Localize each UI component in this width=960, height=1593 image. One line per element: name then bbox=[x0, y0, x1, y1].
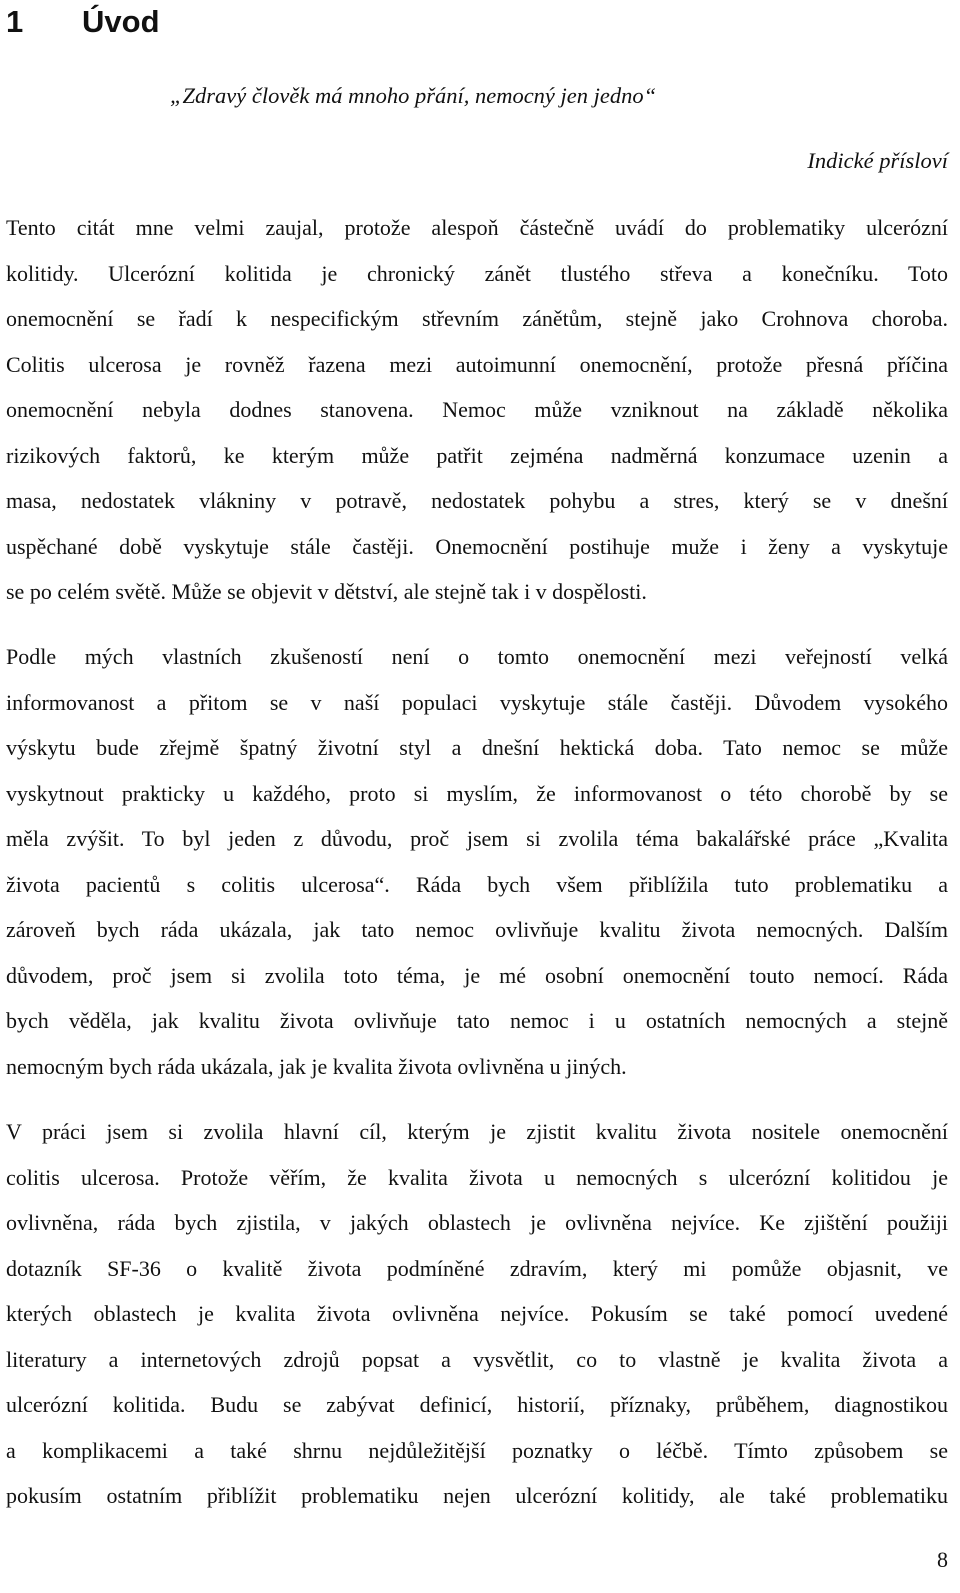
epigraph-quote: „Zdravý člověk má mnoho přání, nemocný jen jedno“ bbox=[170, 83, 657, 108]
page-number: 8 bbox=[937, 1547, 948, 1572]
text-line: měla zvýšit. To byl jeden z důvodu, proč jsem si zvolila téma bakalářské práce „Kvalita bbox=[6, 826, 948, 851]
text-line: a komplikacemi a také shrnu nejdůležitější poznatky o léčbě. Tímto způsobem se bbox=[6, 1437, 948, 1463]
text-line: života pacientů s colitis ulcerosa“. Ráda bych všem přiblížila tuto problematiku a bbox=[6, 871, 948, 897]
epigraph-attribution: Indické přísloví bbox=[807, 148, 948, 173]
text-line: informovanost a přitom se v naší populaci vyskytuje stále častěji. Důvodem vysokého bbox=[6, 689, 948, 715]
text-line: Podle mých vlastních zkušeností není o tomto onemocnění mezi veřejností velká bbox=[6, 644, 948, 669]
text-line: dotazník SF-36 o kvalitě života podmíněné zdravím, který mi pomůže objasnit, ve bbox=[6, 1255, 948, 1281]
chapter-number: 1 bbox=[6, 4, 24, 39]
chapter-title: Úvod bbox=[82, 4, 160, 39]
text-line: pokusím ostatním přiblížit problematiku nejen ulcerózní kolitidy, ale také problematiku bbox=[6, 1483, 948, 1508]
text-line: rizikových faktorů, ke kterým může patřit zejména nadměrná konzumace uzenin a bbox=[6, 442, 948, 468]
text-line: zároveň bych ráda ukázala, jak tato nemoc ovlivňuje kvalitu života nemocných. Dalším bbox=[6, 917, 948, 942]
text-line: výskytu bude zřejmě špatný životní styl a dnešní hektická doba. Tato nemoc se může bbox=[6, 735, 948, 760]
paragraph-intro bbox=[6, 205, 948, 615]
text-line: vyskytnout prakticky u každého, proto si myslím, že informovanost o této chorobě by se bbox=[6, 780, 948, 806]
paragraph-aims bbox=[6, 1109, 948, 1519]
text-line: ulcerózní kolitida. Budu se zabývat definicí, historií, příznaky, průběhem, diagnostikou bbox=[6, 1392, 948, 1417]
text-line: se po celém světě. Může se objevit v dětství, ale stejně tak i v dospělosti. bbox=[6, 579, 647, 604]
text-line: nemocným bych ráda ukázala, jak je kvalita života ovlivněna u jiných. bbox=[6, 1053, 627, 1079]
text-line: colitis ulcerosa. Protože věřím, že kvalita života u nemocných s ulcerózní kolitidou je bbox=[6, 1164, 948, 1190]
text-line: onemocnění se řadí k nespecifickým střevním zánětům, stejně jako Crohnova choroba. bbox=[6, 306, 948, 331]
text-line: bych věděla, jak kvalitu života ovlivňuje tato nemoc i u ostatních nemocných a stejně bbox=[6, 1008, 948, 1033]
text-line: Colitis ulcerosa je rovněž řazena mezi autoimunní onemocnění, protože přesná příčina bbox=[6, 351, 948, 377]
text-line: Tento citát mne velmi zaujal, protože alespoň částečně uvádí do problematiky ulcerózní bbox=[6, 215, 948, 240]
text-line: důvodem, proč jsem si zvolila toto téma, je mé osobní onemocnění touto nemocí. Ráda bbox=[6, 962, 948, 988]
text-line: literatury a internetových zdrojů popsat a vysvětlit, co to vlastně je kvalita života a bbox=[6, 1346, 948, 1372]
text-line: kterých oblastech je kvalita života ovlivněna nejvíce. Pokusím se také pomocí uvedené bbox=[6, 1301, 948, 1326]
chapter-heading bbox=[6, 0, 160, 44]
text-line: onemocnění nebyla dodnes stanovena. Nemoc může vzniknout na základě několika bbox=[6, 397, 948, 422]
text-line: ovlivněna, ráda bych zjistila, v jakých oblastech je ovlivněna nejvíce. Ke zjištění použiji bbox=[6, 1210, 948, 1235]
text-line: uspěchané době vyskytuje stále častěji. Onemocnění postihuje muže i ženy a vyskytuje bbox=[6, 533, 948, 559]
text-line: V práci jsem si zvolila hlavní cíl, kterým je zjistit kvalitu života nositele onemocnění bbox=[6, 1119, 948, 1144]
text-line: kolitidy. Ulcerózní kolitida je chronický zánět tlustého střeva a konečníku. Toto bbox=[6, 260, 948, 286]
paragraph-motivation bbox=[6, 634, 948, 1089]
text-line: masa, nedostatek vlákniny v potravě, nedostatek pohybu a stres, který se v dnešní bbox=[6, 488, 948, 513]
